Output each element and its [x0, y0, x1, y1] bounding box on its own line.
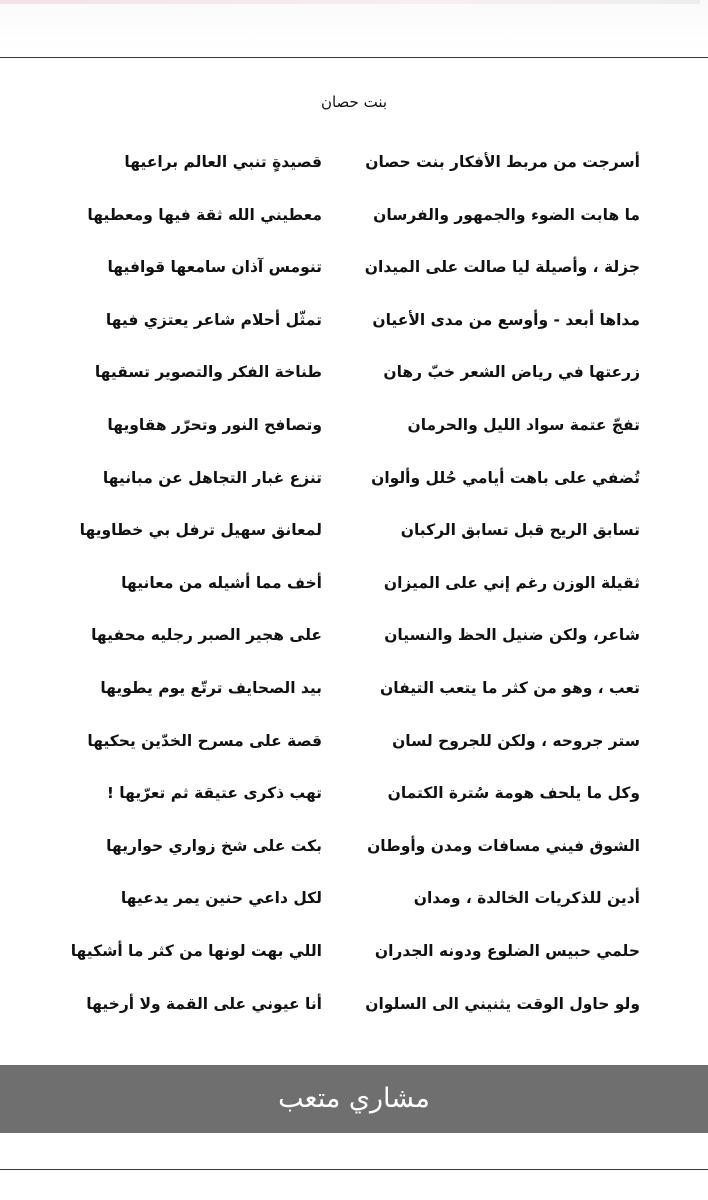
verse-second-hemistich: بيد الصحايف ترتّع يوم يطويها — [100, 678, 322, 697]
verse-second-hemistich: لكل داعي حنين يمر يدعيها — [120, 889, 322, 908]
verse-first-hemistich: تفجّ عتمة سواد الليل والحرمان — [407, 415, 640, 434]
verse-first-hemistich: جزلة ، وأصيلة ليا صالت على الميدان — [364, 258, 640, 277]
verse-second-hemistich: قصيدةٍ تنبي العالم براعيها — [124, 153, 322, 171]
verse-second-hemistich: تنومس آذان سامعها قوافيها — [107, 258, 322, 277]
verse-second-hemistich: على هجير الصبر رجليه محفيها — [91, 626, 322, 645]
verse — [0, 359, 708, 412]
verse-first-hemistich: تسابق الريح قبل تسابق الركبان — [400, 521, 640, 540]
verse-first-hemistich: مداها أبعد - وأوسع من مدى الأعيان — [372, 310, 640, 329]
verse-first-hemistich: ما هابت الضوء والجمهور والفرسان — [373, 205, 640, 224]
top-faint-strip — [0, 0, 700, 4]
verse-second-hemistich: اللي بهت لونها من كثر ما أشكيها — [70, 941, 322, 960]
verse — [0, 938, 708, 991]
signature-bar — [0, 1065, 708, 1133]
verse-first-hemistich: أدين للذكريات الخالدة ، ومدان — [413, 889, 640, 908]
verse-first-hemistich: أسرجت من مربط الأفكار بنت حصان — [365, 153, 640, 171]
verse-first-hemistich: زرعتها في رياض الشعر خبّ رهان — [383, 363, 640, 382]
verse-second-hemistich: بكت على شخ زواري حواريها — [106, 836, 322, 855]
verse — [0, 991, 708, 1044]
verse-second-hemistich: قصة على مسرح الخدّين يحكيها — [87, 731, 322, 750]
verse — [0, 307, 708, 360]
verse-second-hemistich: تهب ذكرى عتيقة ثم تعرّيها ! — [106, 784, 322, 803]
verse-second-hemistich: طناخة الفكر والتصوير تسقيها — [94, 363, 322, 382]
verse — [0, 780, 708, 833]
verse-first-hemistich: الشوق فيني مسافات ومدن وأوطان — [367, 836, 640, 855]
verse-second-hemistich: لمعانق سهيل ترفل بي خطاويها — [79, 521, 322, 540]
verse-second-hemistich: أخف مما أشيله من معانيها — [121, 573, 322, 592]
poem — [0, 149, 708, 1043]
verse-first-hemistich: حلمي حبيس الضلوع ودونه الجدران — [374, 941, 640, 960]
verse-second-hemistich: تمثّل أحلام شاعر يعتزي فيها — [105, 310, 322, 329]
verse-second-hemistich: تنزع غبار التجاهل عن مبانيها — [102, 468, 322, 487]
verse — [0, 570, 708, 623]
verse — [0, 517, 708, 570]
verse — [0, 675, 708, 728]
verse — [0, 254, 708, 307]
top-band — [0, 0, 708, 52]
bottom-divider — [0, 1169, 708, 1170]
verse — [0, 465, 708, 518]
poet-signature: مشاري متعب — [278, 1083, 430, 1114]
verse — [0, 622, 708, 675]
verse-second-hemistich: وتصافح النور وتحرّر هقاويها — [107, 415, 322, 434]
verse — [0, 202, 708, 255]
verse — [0, 728, 708, 781]
verse — [0, 149, 708, 202]
verse-second-hemistich: معطيني الله ثقة فيها ومعطيها — [87, 205, 322, 224]
verse — [0, 833, 708, 886]
verse-first-hemistich: تعب ، وهو من كثر ما يتعب التيفان — [380, 678, 640, 697]
verse-first-hemistich: تُضفي على باهت أيامي حُلل وألوان — [371, 468, 640, 487]
verse-first-hemistich: ثقيلة الوزن رغم إني على الميزان — [383, 573, 640, 592]
poem-title: بنت حصان — [320, 93, 388, 111]
verse — [0, 885, 708, 938]
verse-second-hemistich: أنا عيوني على القمة ولا أرخيها — [86, 994, 322, 1013]
verse-first-hemistich: ستر جروحه ، ولكن للجروح لسان — [392, 731, 640, 750]
top-divider — [0, 57, 708, 58]
verse-first-hemistich: ولو حاول الوقت يثنيني الى السلوان — [365, 994, 640, 1013]
verse — [0, 412, 708, 465]
verse-first-hemistich: وكل ما يلحف هومة سُترة الكتمان — [387, 784, 640, 803]
verse-first-hemistich: شاعر، ولكن ضنيل الحظ والنسيان — [384, 626, 640, 645]
